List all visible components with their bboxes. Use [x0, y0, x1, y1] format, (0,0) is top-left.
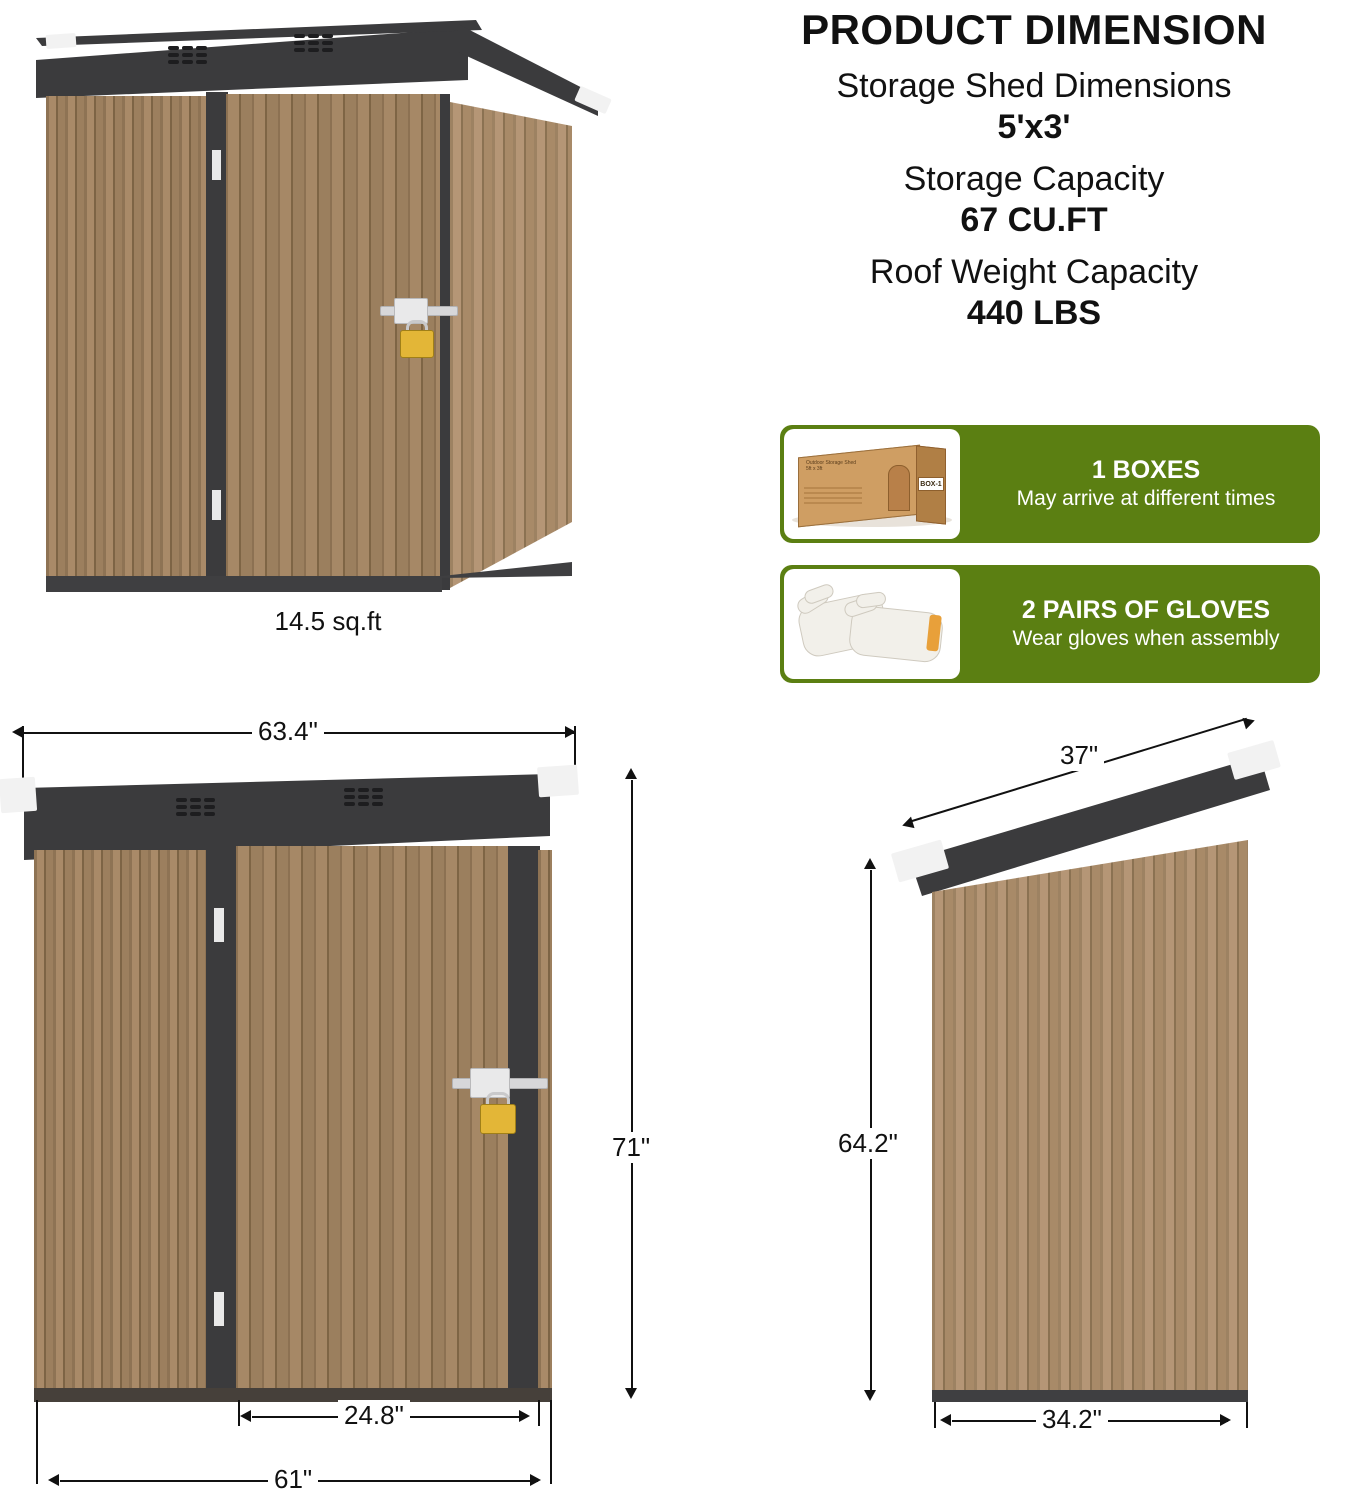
storage-shed-hero-view — [28, 10, 608, 636]
side-wall — [932, 840, 1248, 1402]
dim-line-height — [631, 780, 633, 1390]
carton-label-text: Outdoor Storage Shed 5ft x 3ft — [806, 460, 857, 473]
hero-caption: 14.5 sq.ft — [274, 606, 382, 636]
spec-label-dimensions: Storage Shed Dimensions — [836, 67, 1232, 105]
spec-value-roof-weight: 440 LBS — [966, 293, 1102, 332]
carton-box-icon — [784, 429, 960, 539]
dim-label-roof-width: 63.4" — [252, 716, 324, 747]
dim-label-door-width: 24.8" — [338, 1400, 410, 1431]
dim-label-base-depth: 34.2" — [1036, 1404, 1108, 1435]
badge-title-gloves: 2 PAIRS OF GLOVES — [1021, 595, 1271, 624]
work-gloves-icon — [784, 569, 960, 679]
padlock-icon — [400, 330, 434, 358]
dim-label-height: 71" — [606, 1132, 656, 1163]
badge-card-gloves — [780, 565, 1320, 683]
shed-side-elevation — [820, 700, 1368, 1500]
side-wall — [450, 102, 572, 588]
page-title: PRODUCT DIMENSION — [801, 6, 1267, 53]
spec-label-roof-weight: Roof Weight Capacity — [869, 252, 1199, 291]
front-wall-left — [46, 96, 208, 588]
roof-vent-left — [168, 46, 207, 67]
badge-title-boxes: 1 BOXES — [1091, 455, 1201, 484]
door-hinge-bottom — [214, 1292, 224, 1326]
carton-box-tag: BOX-1 — [918, 477, 944, 491]
dim-label-base-width: 61" — [268, 1464, 318, 1495]
badge-subtitle-gloves: Wear gloves when assembly — [1012, 627, 1280, 651]
shed-front-elevation — [0, 700, 700, 1500]
door-hinge-top — [214, 908, 224, 942]
door-hinge-top — [212, 150, 221, 180]
badge-card-boxes — [780, 425, 1320, 543]
spec-value-capacity: 67 CU.FT — [960, 201, 1108, 240]
front-wall-left — [34, 850, 206, 1400]
roof-vent-left — [176, 798, 215, 819]
dim-label-roof-depth: 37" — [1054, 740, 1104, 771]
roof-vent-right — [294, 34, 333, 55]
spec-value-dimensions: 5'x3' — [997, 108, 1071, 147]
padlock-icon — [480, 1104, 516, 1134]
badge-subtitle-boxes: May arrive at different times — [1016, 487, 1276, 511]
shed-door[interactable] — [236, 846, 510, 1402]
spec-label-capacity: Storage Capacity — [903, 159, 1165, 198]
product-dimension-panel — [700, 0, 1368, 700]
door-hinge-bottom — [212, 490, 221, 520]
dim-label-height: 64.2" — [832, 1128, 904, 1159]
roof-vent-right — [344, 788, 383, 809]
